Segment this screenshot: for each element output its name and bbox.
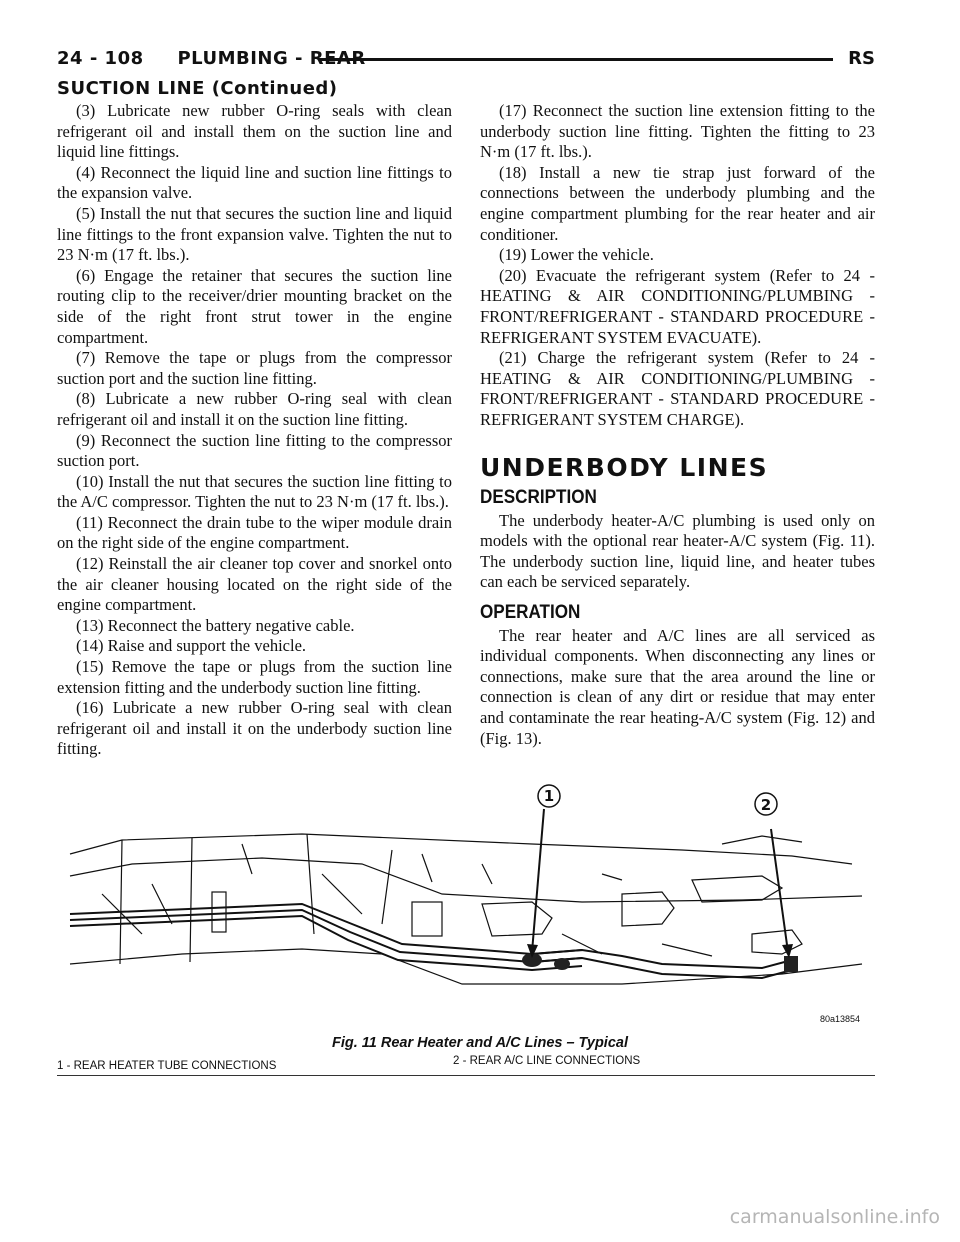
operation-text: The rear heater and A/C lines are all serviced as individual components. When disconnecting any lines or connections, make sure that the area around the line or connection is clean of any dirt or residue that may enter and contaminate the rear heating-A/C system (Fig. 12) and (Fig. 13). bbox=[480, 625, 875, 748]
step-18: (18) Install a new tie strap just forward of the connections between the underbody plumbing and the engine compartment plumbing for the rear heater and air conditioner. bbox=[480, 162, 875, 244]
description-heading: DESCRIPTION bbox=[480, 487, 597, 509]
step-3: (3) Lubricate new rubber O-ring seals with clean refrigerant oil and install them on the suction line and liquid line fittings. bbox=[57, 101, 452, 162]
page-header bbox=[57, 44, 875, 72]
step-21: (21) Charge the refrigerant system (Refer to 24 - HEATING & AIR CONDITIONING/PLUMBING - FRONT/REFRIGERANT - STANDARD PROCEDURE - REFRIGERANT SYSTEM CHARGE). bbox=[480, 348, 875, 429]
step-16: (16) Lubricate a new rubber O-ring seal with clean refrigerant oil and install it on the underbody suction line fitting. bbox=[57, 698, 452, 759]
header-page-section: 24 - 108 PLUMBING - REAR bbox=[57, 48, 366, 69]
step-8: (8) Lubricate a new rubber O-ring seal with clean refrigerant oil and install it on the suction line fitting. bbox=[57, 389, 452, 429]
figure-illustration bbox=[62, 784, 868, 1024]
step-20: (20) Evacuate the refrigerant system (Refer to 24 - HEATING & AIR CONDITIONING/PLUMBING - FRONT/REFRIGERANT - STANDARD PROCEDURE - REFRIGERANT SYSTEM EVACUATE). bbox=[480, 265, 875, 347]
operation-heading: OPERATION bbox=[480, 602, 581, 624]
header-rule bbox=[319, 58, 833, 61]
step-7: (7) Remove the tape or plugs from the compressor suction port and the suction line fitting. bbox=[57, 348, 452, 388]
callout-2-label: 2 bbox=[760, 796, 772, 814]
step-12: (12) Reinstall the air cleaner top cover and snorkel onto the air cleaner housing located on the right side of the engine compartment. bbox=[57, 554, 452, 615]
step-11: (11) Reconnect the drain tube to the wiper module drain on the right side of the engine compartment. bbox=[57, 512, 452, 553]
step-13: (13) Reconnect the battery negative cable. bbox=[76, 615, 355, 635]
left-column bbox=[57, 101, 452, 760]
section-title: UNDERBODY LINES bbox=[480, 452, 769, 482]
underbody-lines-drawing bbox=[62, 784, 868, 1024]
right-column bbox=[480, 101, 875, 749]
step-17: (17) Reconnect the suction line extension fitting to the underbody suction line fitting. Tighten the fitting to 23 N·m (17 ft. lbs.). bbox=[480, 101, 875, 162]
continued-heading: SUCTION LINE (Continued) bbox=[57, 78, 338, 99]
figure-id: 80a13854 bbox=[819, 1014, 860, 1024]
legend-item-2: 2 - REAR A/C LINE CONNECTIONS bbox=[453, 1055, 641, 1067]
step-6: (6) Engage the retainer that secures the suction line routing clip to the receiver/drier mounting bracket on the side of the right front strut tower in the engine compartment. bbox=[57, 265, 452, 347]
callout-1-label: 1 bbox=[543, 787, 555, 805]
bottom-rule bbox=[57, 1075, 875, 1076]
step-5: (5) Install the nut that secures the suction line and liquid line fittings to the front expansion valve. Tighten the nut to 23 N·m (17 ft. lbs.). bbox=[57, 203, 452, 265]
watermark: carmanualsonline.info bbox=[729, 1206, 940, 1228]
step-14: (14) Raise and support the vehicle. bbox=[76, 636, 307, 656]
header-model-code: RS bbox=[848, 48, 875, 69]
step-19: (19) Lower the vehicle. bbox=[499, 245, 654, 265]
description-text: The underbody heater-A/C plumbing is used only on models with the optional rear heater-A/C system (Fig. 11). The underbody suction line, liquid line, and heater tubes can each be serviced separately. bbox=[480, 510, 875, 592]
legend-item-1: 1 - REAR HEATER TUBE CONNECTIONS bbox=[57, 1060, 277, 1072]
step-15: (15) Remove the tape or plugs from the suction line extension fitting and the underbody suction line fitting. bbox=[57, 657, 452, 697]
step-10: (10) Install the nut that secures the suction line fitting to the A/C compressor. Tighten the nut to 23 N·m (17 ft. lbs.). bbox=[57, 471, 452, 512]
step-4: (4) Reconnect the liquid line and suction line fittings to the expansion valve. bbox=[57, 162, 452, 203]
figure-caption: Fig. 11 Rear Heater and A/C Lines – Typical bbox=[331, 1035, 628, 1051]
step-9: (9) Reconnect the suction line fitting to the compressor suction port. bbox=[57, 430, 452, 471]
